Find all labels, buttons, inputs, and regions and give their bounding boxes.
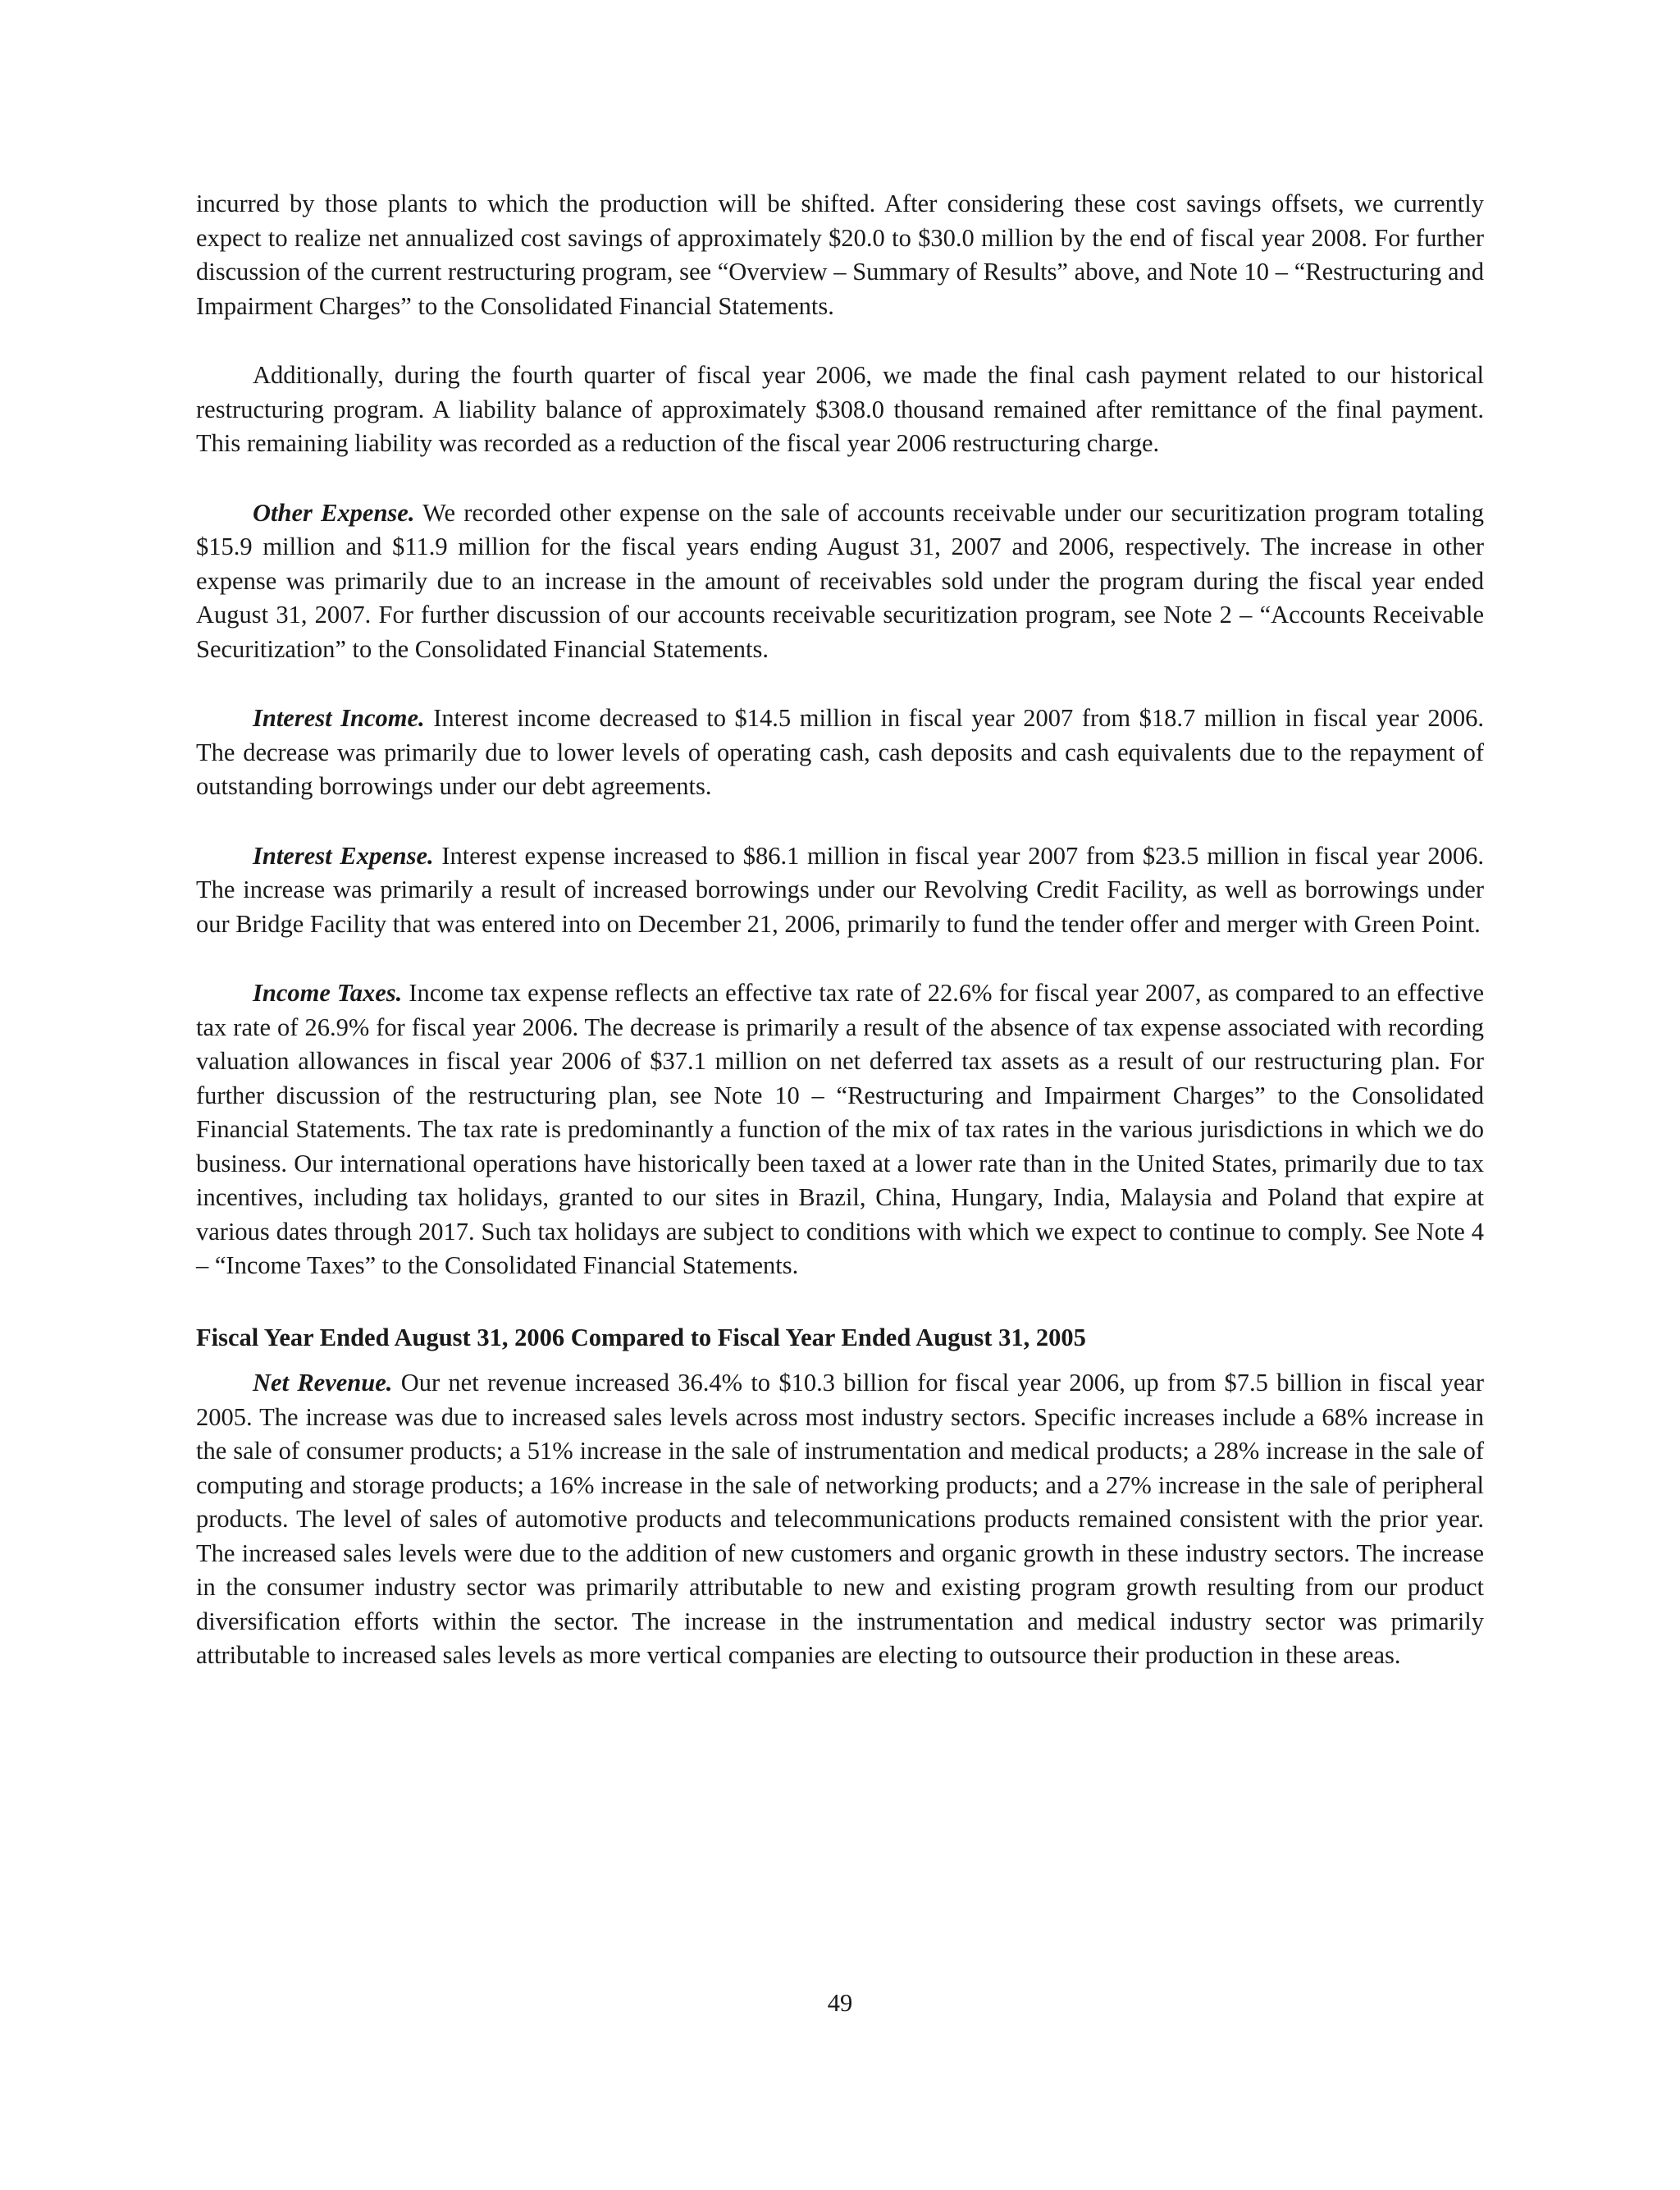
paragraph-text: Income tax expense reflects an effective tax rate of 22.6% for fiscal year 2007, as compared to an effective tax rate of 26.9% for fiscal year 2006. The decrease is primarily a result of the absence of tax expense associated with recording valuation allowances in fiscal year 2006 of $37.1 million on net deferred tax assets as a result of our restructuring plan. For further discussion of the restructuring plan, see Note 10 – “Restructuring and Impairment Charges” to the Consolidated Financial Statements. The tax rate is predominantly a function of the mix of tax rates in the various jurisdictions in which we do business. Our international operations have historically been taxed at a lower rate than in the United States, primarily due to tax incentives, including tax holidays, granted to our sites in Brazil, China, Hungary, India, Malaysia and Poland that expire at various dates through 2017. Such tax holidays are subject to conditions with which we expect to continue to comply. See Note 4 – “Income Taxes” to the Consolidated Financial Statements. [196, 979, 1484, 1279]
paragraph-text: Interest income decreased to $14.5 million in fiscal year 2007 from $18.7 million in fiscal year 2006. The decrease was primarily due to lower levels of operating cash, cash deposits and cash equivalents due to the repayment of outstanding borrowings under our debt agreements. [196, 704, 1484, 800]
run-in-heading-income-taxes: Income Taxes. [253, 979, 403, 1007]
run-in-heading-interest-expense: Interest Expense. [253, 841, 434, 870]
paragraph-interest-income [196, 702, 1484, 804]
page-number: 49 [827, 1989, 853, 2017]
paragraph-text: Interest expense increased to $86.1 million in fiscal year 2007 from $23.5 million in fiscal year 2006. The increase was primarily a result of increased borrowings under our Revolving Credit Facility, as well as borrowings under our Bridge Facility that was entered into on December 21, 2006, primarily to fund the tender offer and merger with Green Point. [196, 841, 1484, 938]
paragraph-final-payment: Additionally, during the fourth quarter of fiscal year 2006, we made the final cash payment related to our historical restructuring program. A liability balance of approximately $308.0 thousand remained after remittance of the final payment. This remaining liability was recorded as a reduction of the fiscal year 2006 restructuring charge. [196, 361, 1484, 457]
run-in-heading-net-revenue: Net Revenue. [253, 1369, 393, 1397]
paragraph-income-taxes [196, 976, 1484, 1283]
paragraph-text: We recorded other expense on the sale of accounts receivable under our securitization program totaling $15.9 million and $11.9 million for the fiscal years ending August 31, 2007 and 2006, respectively. The increase in other expense was primarily due to an increase in the amount of receivables sold under the program during the fiscal year ended August 31, 2007. For further discussion of our accounts receivable securitization program, see Note 2 – “Accounts Receivable Securitization” to the Consolidated Financial Statements. [196, 498, 1484, 663]
run-in-heading-other-expense: Other Expense. [253, 498, 415, 527]
run-in-heading-interest-income: Interest Income. [253, 704, 425, 732]
paragraph-net-revenue [196, 1366, 1484, 1673]
paragraph-other-expense [196, 496, 1484, 667]
paragraph-interest-expense [196, 839, 1484, 942]
paragraph-restructuring-savings: incurred by those plants to which the production will be shifted. After considering these cost savings offsets, we currently expect to realize net annualized cost savings of approximately $20.0 to $30.0 million by the end of fiscal year 2008. For further discussion of the current restructuring program, see “Overview – Summary of Results” above, and Note 10 – “Restructuring and Impairment Charges” to the Consolidated Financial Statements. [196, 190, 1484, 320]
paragraph-text: Our net revenue increased 36.4% to $10.3 billion for fiscal year 2006, up from $7.5 billion in fiscal year 2005. The increase was due to increased sales levels across most industry sectors. Specific increases include a 68% increase in the sale of consumer products; a 51% increase in the sale of instrumentation and medical products; a 28% increase in the sale of computing and storage products; a 16% increase in the sale of networking products; and a 27% increase in the sale of peripheral products. The level of sales of automotive products and telecommunications products remained consistent with the prior year. The increased sales levels were due to the addition of new customers and organic growth in these industry sectors. The increase in the consumer industry sector was primarily attributable to new and existing program growth resulting from our product diversification efforts within the sector. The increase in the instrumentation and medical industry sector was primarily attributable to increased sales levels as more vertical companies are electing to outsource their production in these areas. [196, 1369, 1484, 1669]
section-heading-fy2006-vs-fy2005: Fiscal Year Ended August 31, 2006 Compared to Fiscal Year Ended August 31, 2005 [196, 1323, 1086, 1351]
document-body [196, 187, 1484, 1673]
